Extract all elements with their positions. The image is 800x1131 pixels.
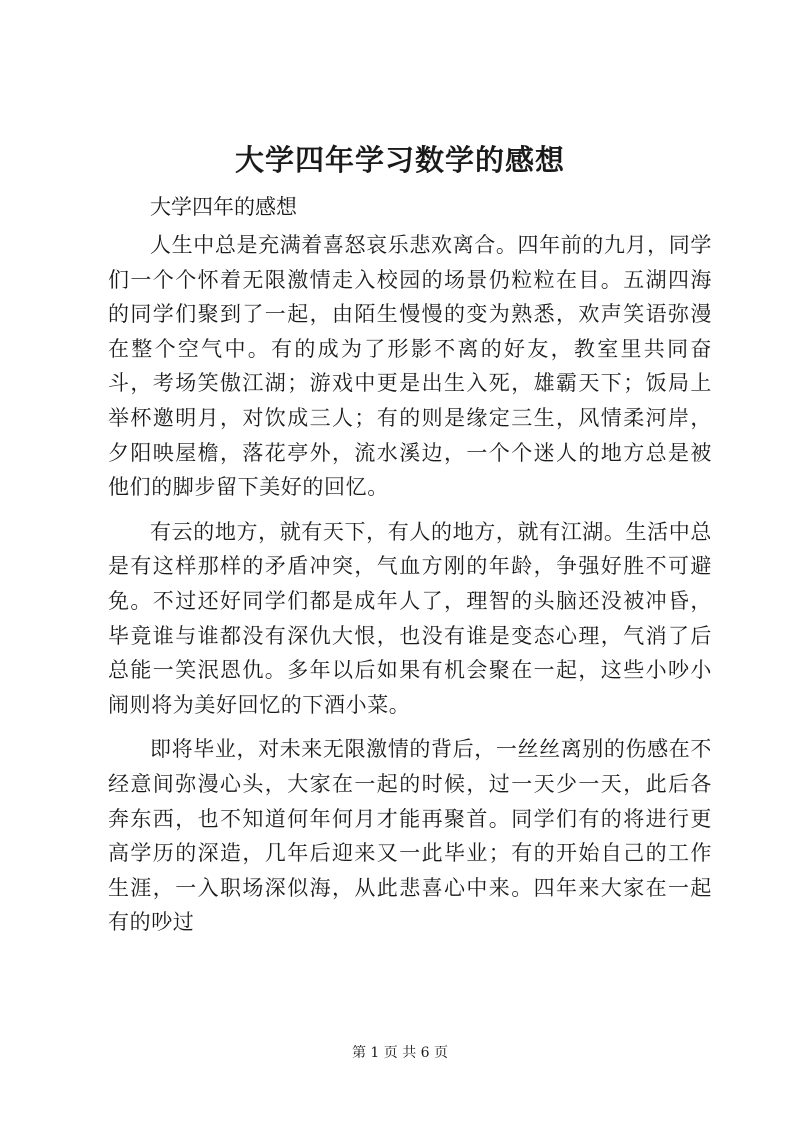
paragraph: 人生中总是充满着喜怒哀乐悲欢离合。四年前的九月，同学们一个个怀着无限激情走入校园的场景仍粒粒在目。五湖四海的同学们聚到了一起，由陌生慢慢的变为熟悉，欢声笑语弥漫在整个空气中。有的成为了形影不离的好友，教室里共同奋斗，考场笑傲江湖；游戏中更是出生入死，雄霸天下；饭局上举杯邀明月，对饮成三人；有的则是缘定三生，风情柔河岸，夕阳映屋檐，落花亭外，流水溪边，一个个迷人的地方总是被他们的脚步留下美好的回忆。 [108, 233, 712, 500]
paragraph: 有云的地方，就有天下，有人的地方，就有江湖。生活中总是有这样那样的矛盾冲突，气血方刚的年龄，争强好胜不可避免。不过还好同学们都是成年人了，理智的头脑还没被冲昏，毕竟谁与谁都没有深仇大恨，也没有谁是变态心理，气消了后总能一笑泯恩仇。多年以后如果有机会聚在一起，这些小吵小闹则将为美好回忆的下酒小菜。 [108, 519, 712, 717]
paragraph: 即将毕业，对未来无限激情的背后，一丝丝离别的伤感在不经意间弥漫心头，大家在一起的时候，过一天少一天，此后各奔东西，也不知道何年何月才能再聚首。同学们有的将进行更高学历的深造，几年后迎来又一此毕业；有的开始自己的工作生涯，一入职场深似海，从此悲喜心中来。四年来大家在一起有的吵过 [108, 737, 712, 935]
document-title: 大学四年学习数学的感想 [234, 143, 565, 177]
document-subtitle: 大学四年的感想 [150, 195, 297, 219]
document-body [108, 228, 712, 950]
page-number-footer: 第 1 页 共 6 页 [351, 1045, 449, 1061]
